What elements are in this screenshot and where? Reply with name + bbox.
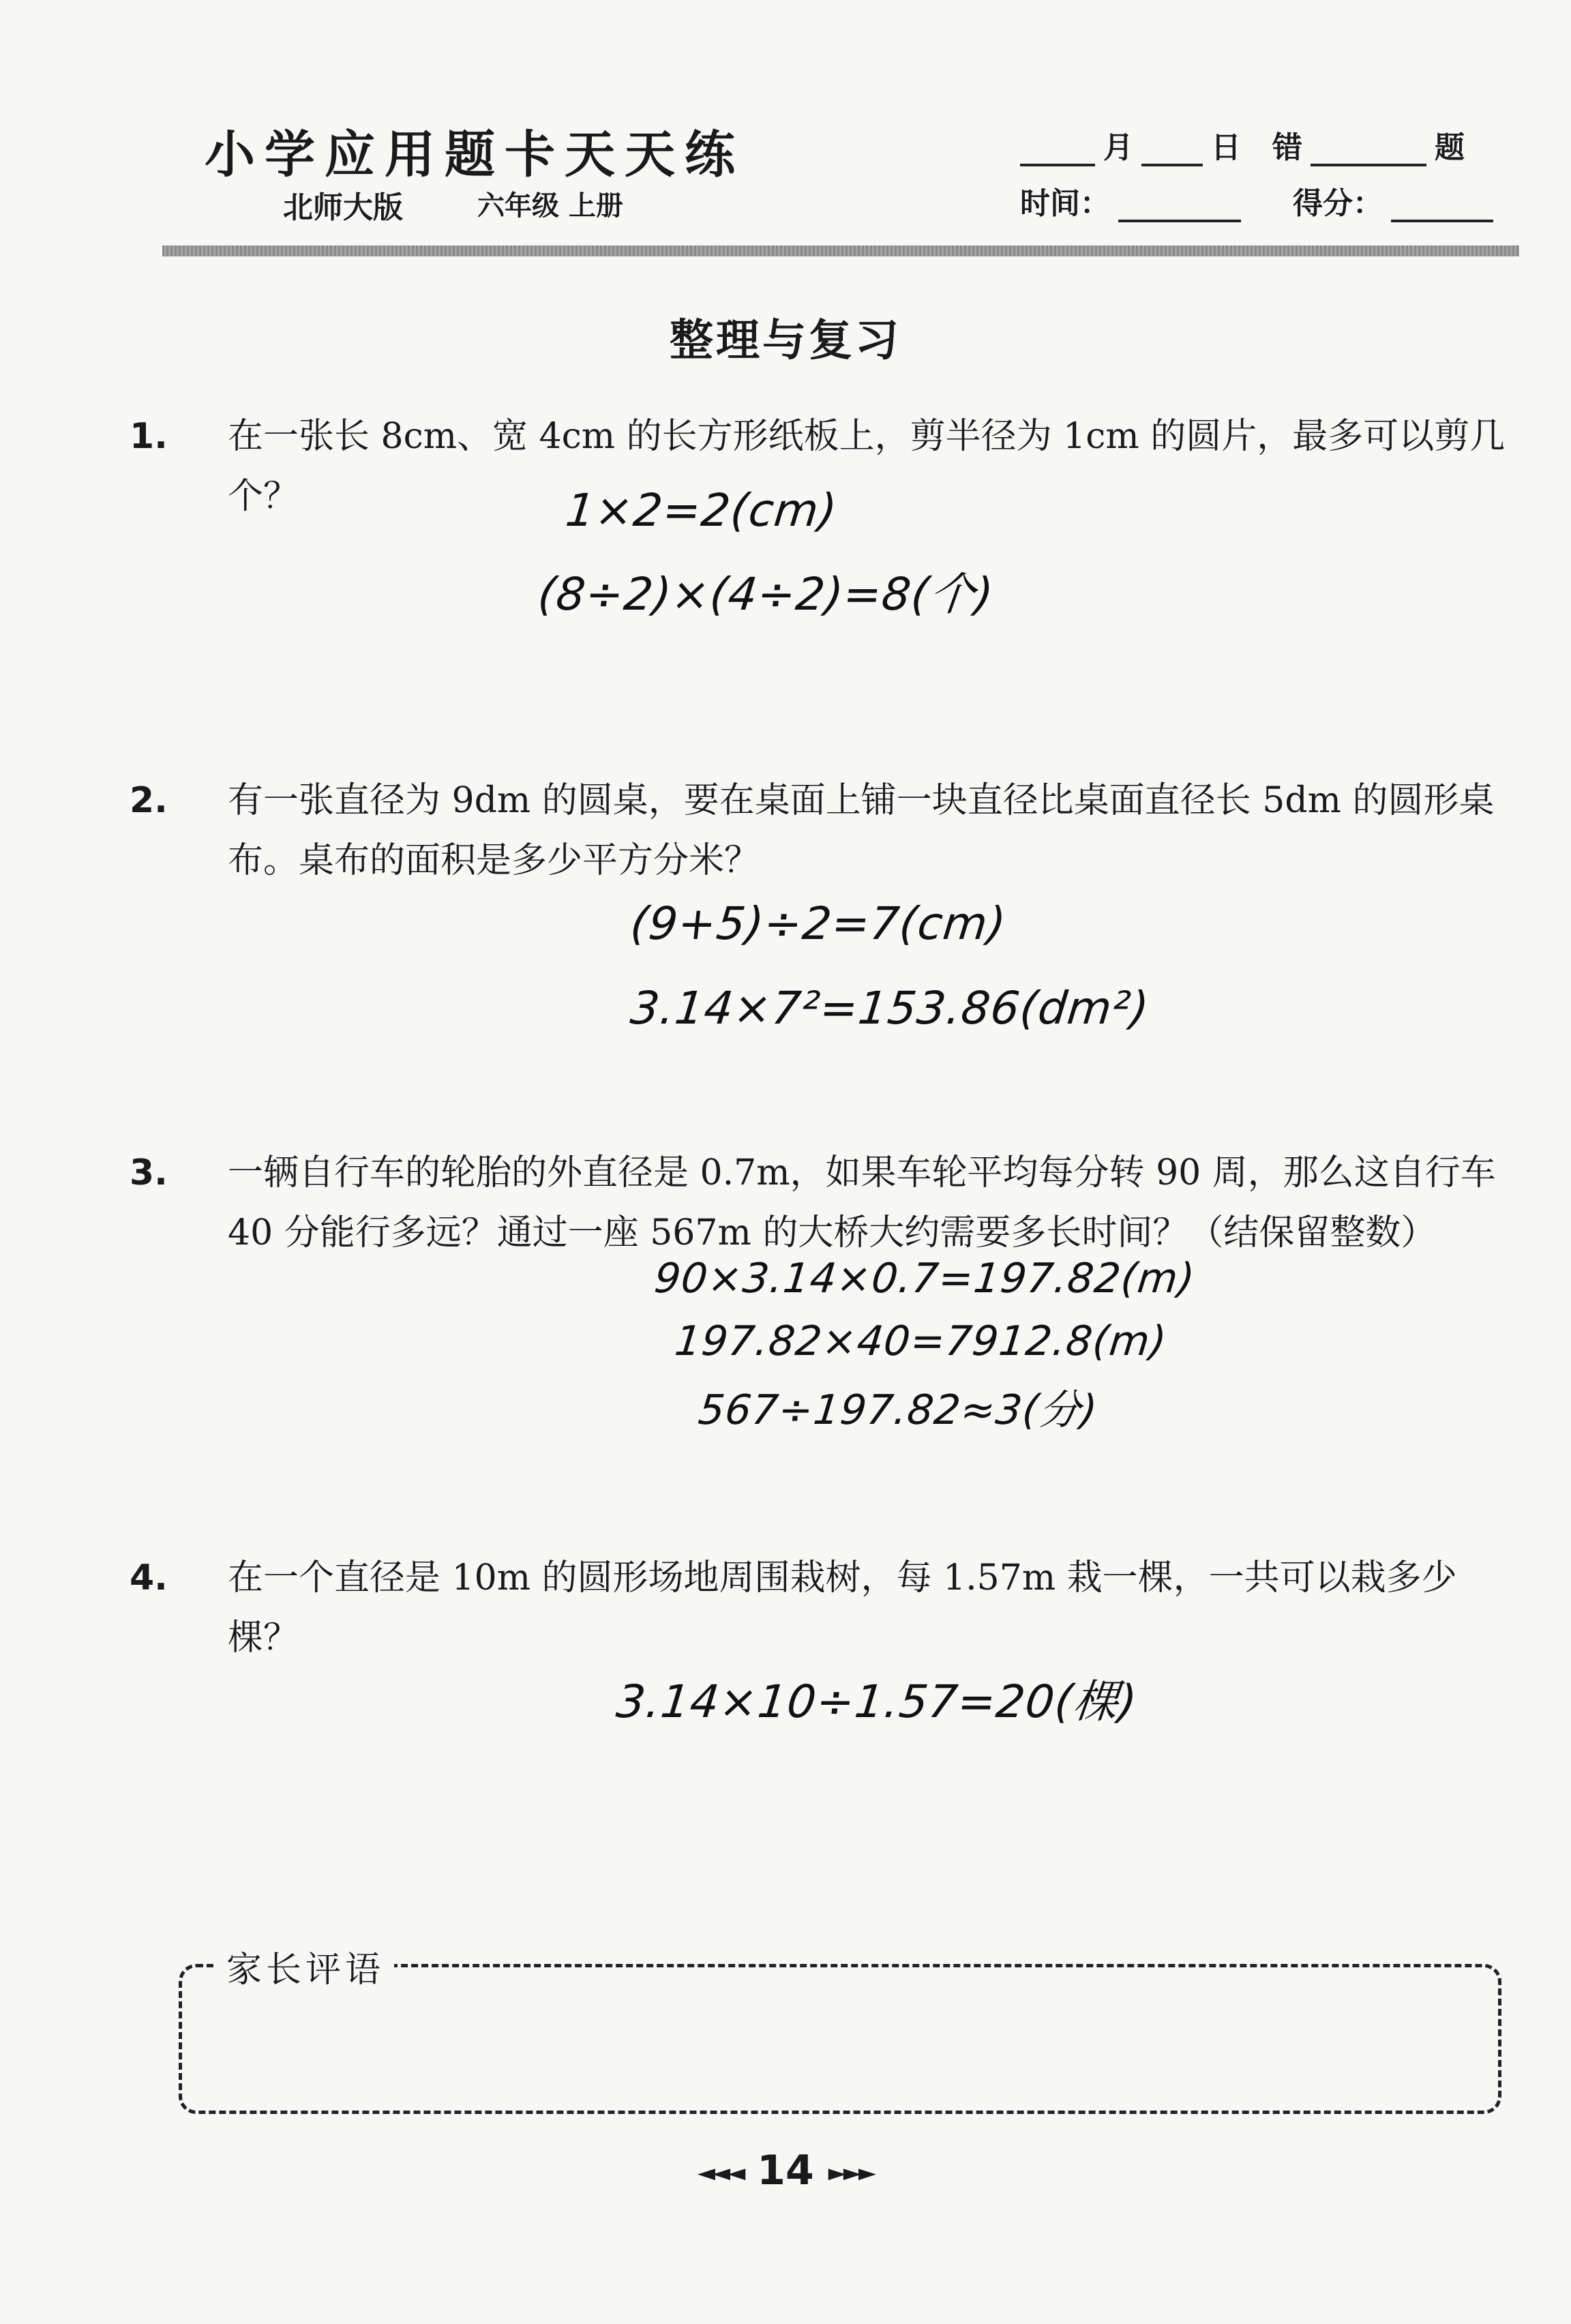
header-divider (162, 245, 1519, 256)
question-text: 有一张直径为 9dm 的圆桌，要在桌面上铺一块直径比桌面直径长 5dm 的圆形桌布。桌布的面积是多少平方分米？ (228, 780, 1495, 881)
handwritten-answer: 1×2=2(cm) (563, 484, 840, 537)
question-number: 1. (130, 416, 168, 457)
score-blank[interactable] (1391, 192, 1493, 222)
question-number: 3. (130, 1152, 168, 1193)
time-blank[interactable] (1118, 192, 1241, 222)
day-blank[interactable] (1141, 136, 1203, 166)
date-error-row (1016, 123, 1469, 166)
page-number-value: 14 (757, 2147, 814, 2194)
month-blank[interactable] (1020, 136, 1095, 166)
question-4 (130, 1548, 1508, 1668)
handwritten-answer: 197.82×40=7912.8(m) (672, 1317, 1169, 1365)
handwritten-answer: 90×3.14×0.7=197.82(m) (652, 1255, 1198, 1302)
question-text: 在一张长 8cm、宽 4cm 的长方形纸板上，剪半径为 1cm 的圆片，最多可以剪几个？ (228, 416, 1506, 517)
arrow-left-icon: ◄◄◄ (697, 2159, 743, 2187)
arrow-right-icon: ►►► (828, 2159, 874, 2187)
question-2 (130, 771, 1508, 891)
question-text: 一辆自行车的轮胎的外直径是 0.7m，如果车轮平均每分转 90 周，那么这自行车 40 分能行多远？通过一座 567m 的大桥大约需要多长时间？（结保留整数） (228, 1152, 1496, 1253)
wrong-label: 错 (1272, 130, 1302, 165)
handwritten-answer: (9+5)÷2=7(cm) (627, 897, 1009, 950)
handwritten-answer: 567÷197.82≈3(分) (695, 1386, 1101, 1434)
question-text: 在一个直径是 10m 的圆形场地周围栽树，每 1.57m 栽一棵，一共可以栽多少棵？ (228, 1558, 1457, 1658)
question-label: 题 (1435, 130, 1465, 165)
question-number: 2. (130, 780, 168, 821)
wrong-count-blank[interactable] (1311, 136, 1426, 166)
question-1 (130, 406, 1508, 526)
page-number (0, 2147, 1571, 2194)
handwritten-answer: 3.14×7²=153.86(dm²) (627, 982, 1152, 1034)
grade-label: 六年级 上册 (477, 190, 623, 222)
month-label: 月 (1103, 130, 1133, 165)
book-title: 小学应用题卡天天练 (205, 125, 745, 184)
time-score-row (1016, 179, 1497, 222)
parent-comment-label: 家长评语 (217, 1941, 394, 1992)
question-number: 4. (130, 1558, 168, 1598)
edition-label: 北师大版 (283, 190, 403, 225)
question-3 (130, 1143, 1508, 1263)
time-label: 时间： (1020, 186, 1110, 221)
handwritten-answer: 3.14×10÷1.57=20(棵) (614, 1675, 1140, 1728)
handwritten-answer: (8÷2)×(4÷2)=8(个) (535, 568, 997, 621)
score-label: 得分： (1293, 186, 1383, 221)
section-title: 整理与复习 (670, 315, 901, 366)
day-label: 日 (1211, 130, 1241, 165)
